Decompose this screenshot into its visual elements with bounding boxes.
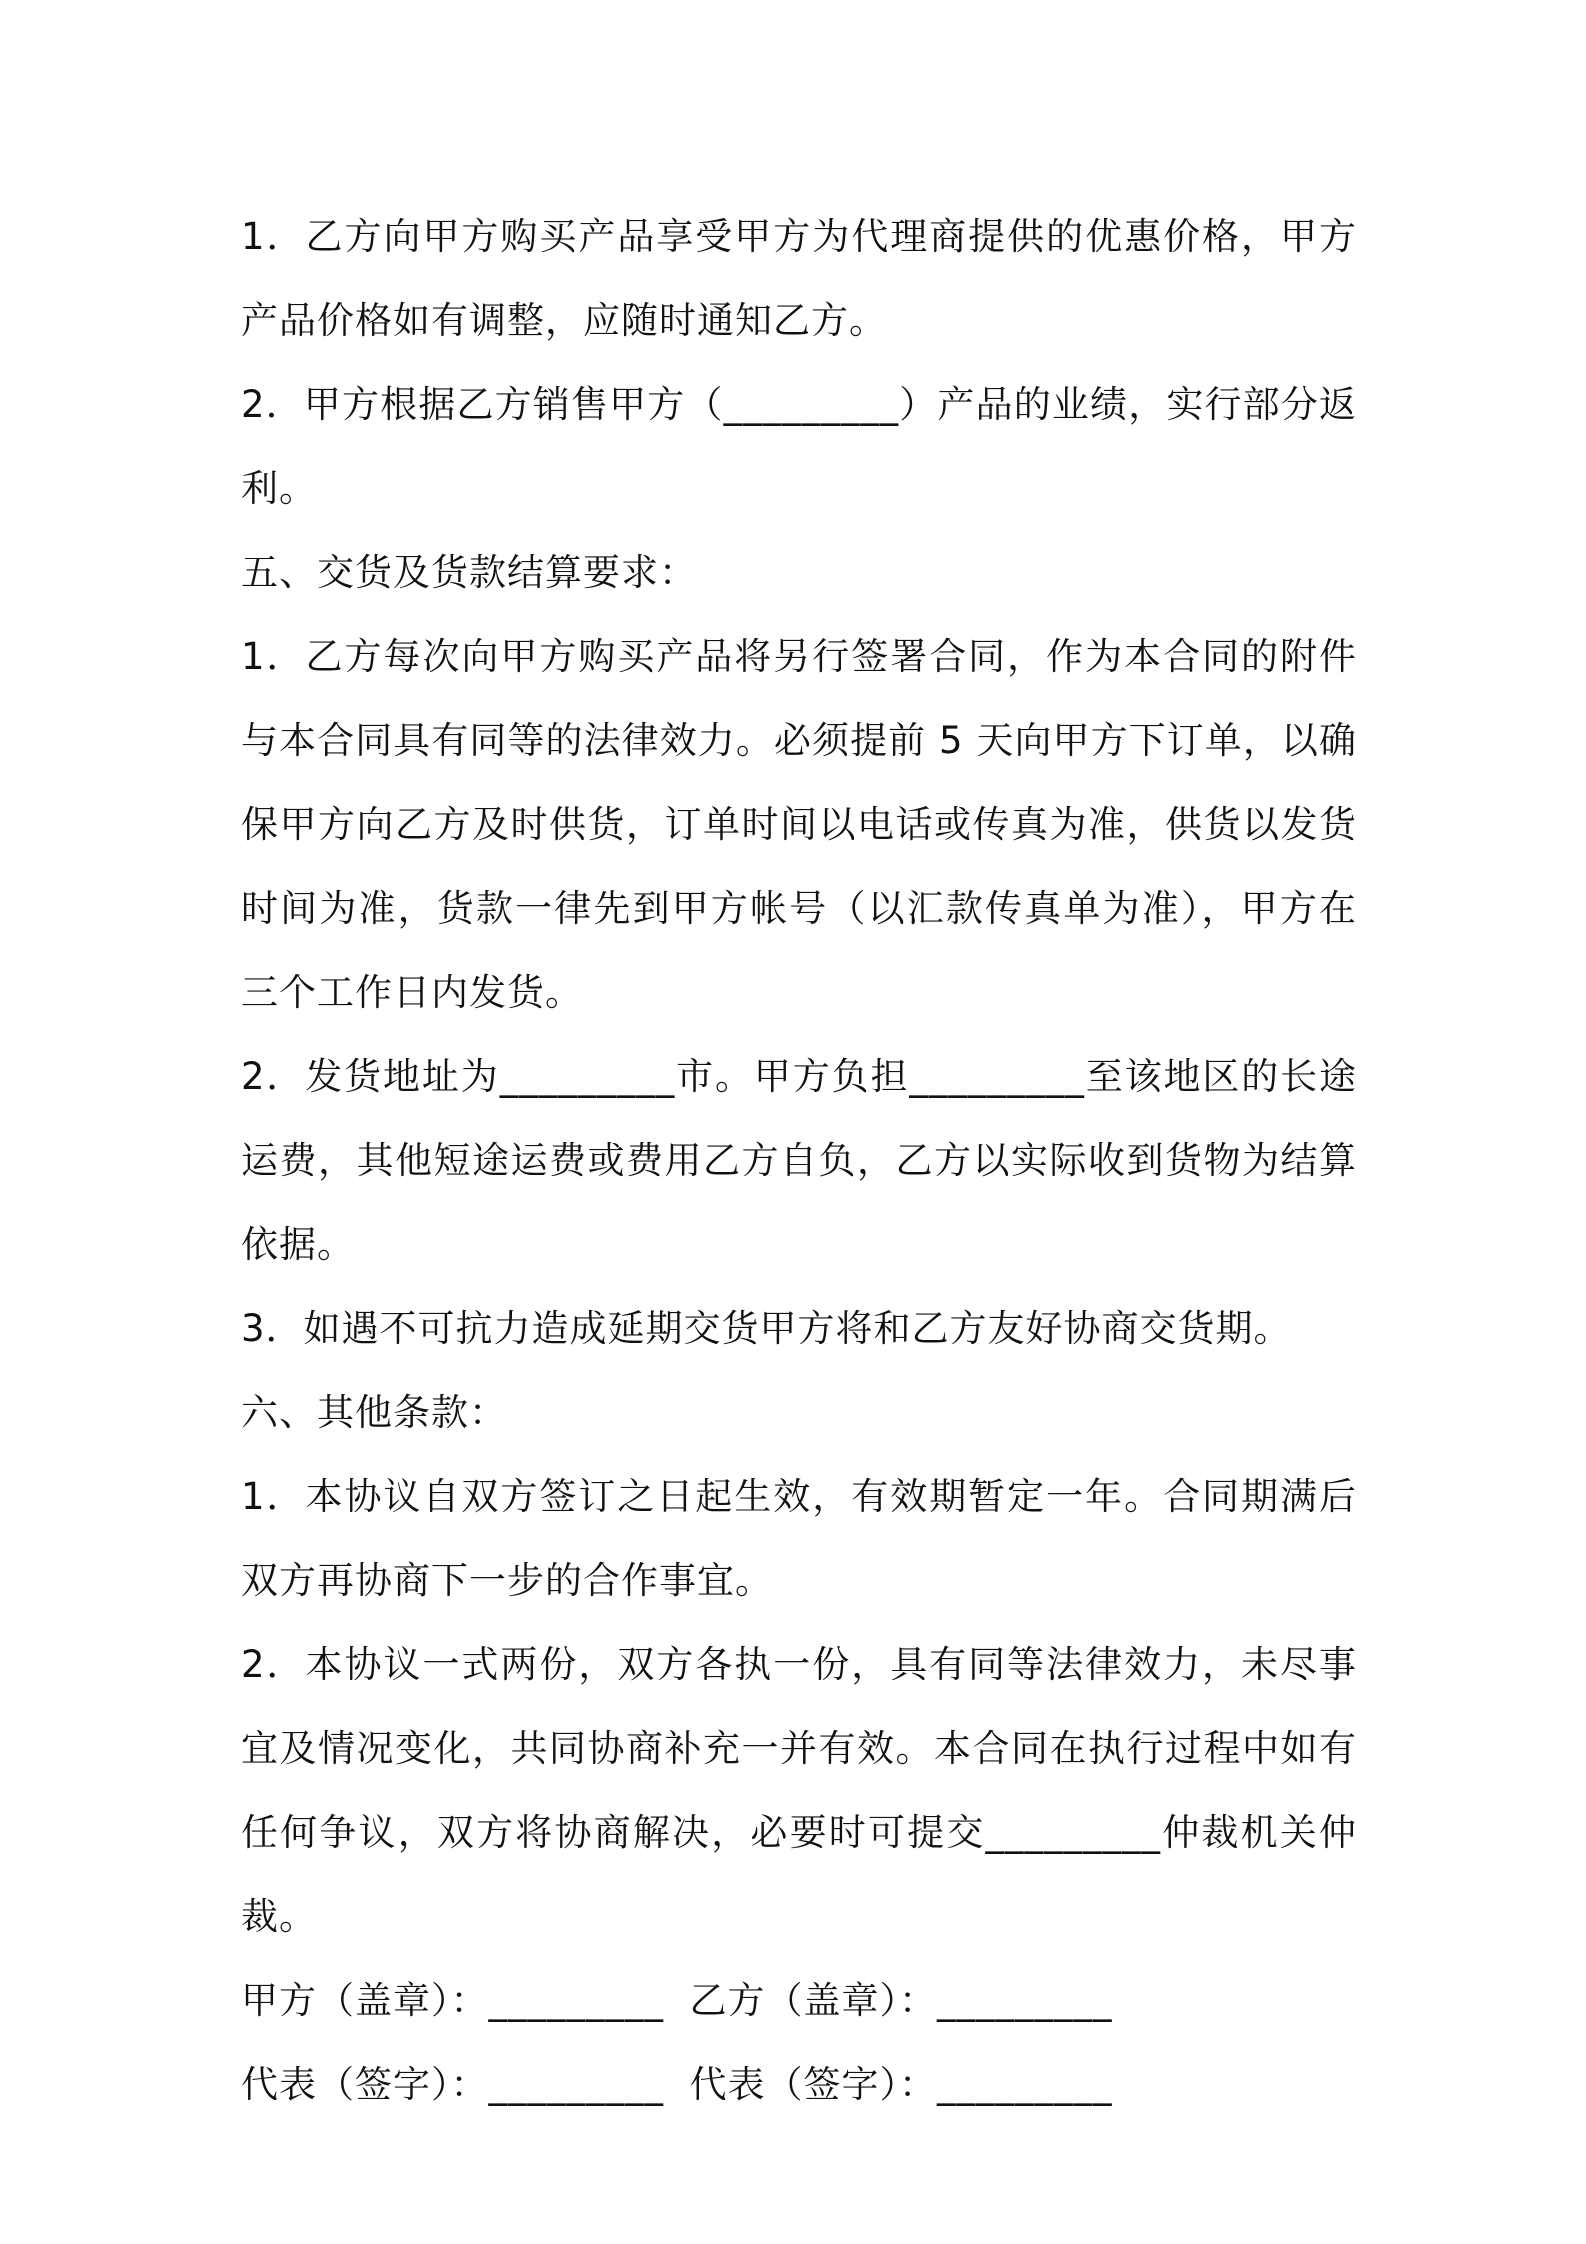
section-heading-delivery-payment: 五、交货及货款结算要求： [241,551,697,594]
clause-effective-term: 1．本协议自双方签订之日起生效，有效期暂定一年。合同期满后双方再协商下一步的合作事宜。 [241,1475,1357,1602]
signature-line-representative: 代表（签字）：_________ 代表（签字）：_________ [241,2063,1113,2106]
document-body [241,195,1357,2127]
signature-line-seal: 甲方（盖章）：_________ 乙方（盖章）：_________ [241,1979,1113,2022]
section-heading-other-terms: 六、其他条款： [241,1391,507,1434]
clause-rebate: 2．甲方根据乙方销售甲方（_________）产品的业绩，实行部分返利。 [241,383,1357,510]
clause-price-discount: 1．乙方向甲方购买产品享受甲方为代理商提供的优惠价格，甲方产品价格如有调整，应随时通知乙方。 [241,215,1357,342]
clause-force-majeure: 3．如遇不可抗力造成延期交货甲方将和乙方友好协商交货期。 [241,1307,1292,1350]
clause-delivery-address: 2．发货地址为_________市。甲方负担_________至该地区的长途运费，其他短途运费或费用乙方自负，乙方以实际收到货物为结算依据。 [241,1055,1357,1266]
clause-copies-arbitration: 2．本协议一式两份，双方各执一份，具有同等法律效力，未尽事宜及情况变化，共同协商补充一并有效。本合同在执行过程中如有任何争议，双方将协商解决，必要时可提交_________仲裁机关仲裁。 [241,1643,1357,1938]
clause-order-contract: 1．乙方每次向甲方购买产品将另行签署合同，作为本合同的附件与本合同具有同等的法律效力。必须提前 5 天向甲方下订单，以确保甲方向乙方及时供货，订单时间以电话或传真为准，供货以发货时间为准，货款一律先到甲方帐号（以汇款传真单为准），甲方在三个工作日内发货。 [241,635,1357,1014]
